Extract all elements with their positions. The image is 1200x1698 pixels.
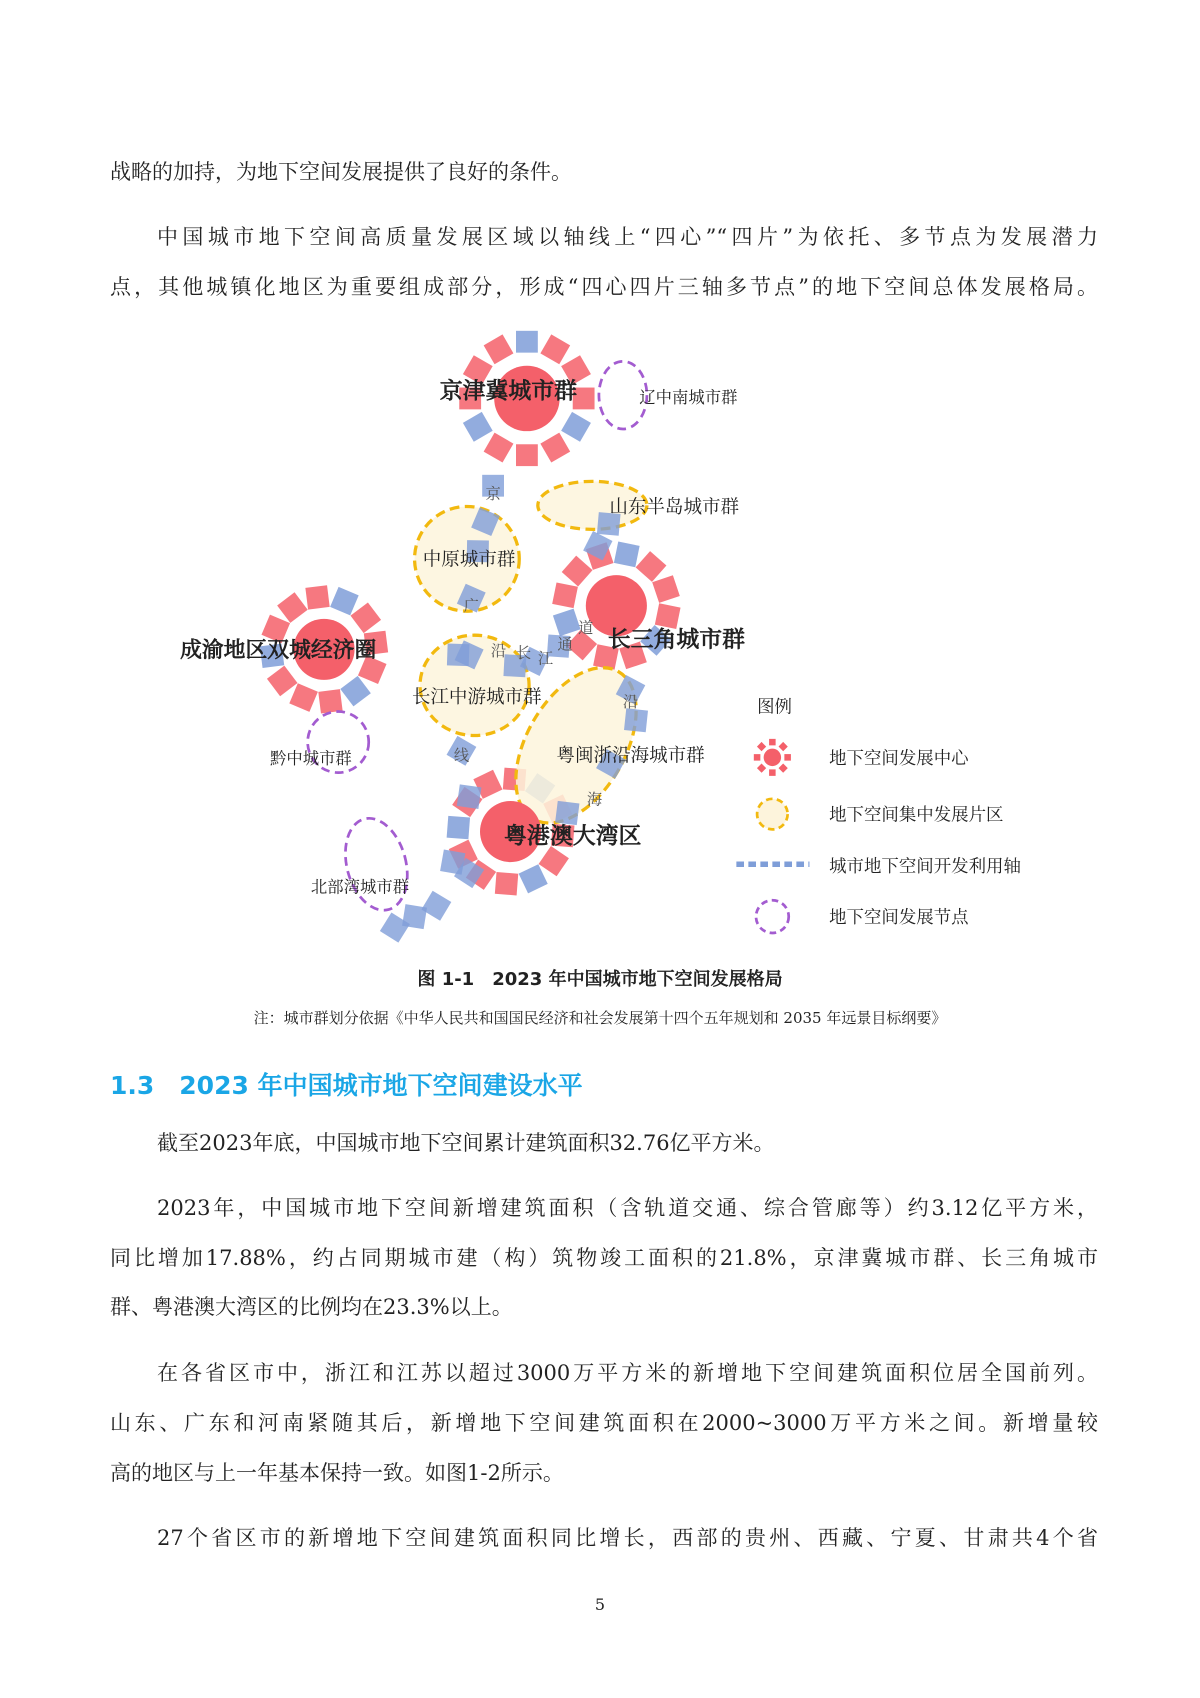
node-beibuwan xyxy=(336,811,417,917)
axis-square xyxy=(421,891,451,921)
ring-square xyxy=(540,433,570,463)
paragraph-line: 高的地区与上一年基本保持一致。如图1-2所示。 xyxy=(110,1461,564,1485)
ring-square xyxy=(318,689,342,713)
paragraph-line: 截至2023年底，中国城市地下空间累计建筑面积32.76亿平方米。 xyxy=(157,1131,775,1155)
label-yuemin: 粤闽浙沿海城市群 xyxy=(556,745,705,767)
axis-char: 沿 xyxy=(490,641,507,660)
ring-square xyxy=(516,331,538,353)
ring-square xyxy=(267,666,298,697)
legend-title: 图例 xyxy=(757,697,792,718)
legend-label: 地下空间集中发展片区 xyxy=(829,805,1004,826)
figure-caption: 图 1-1 2023 年中国城市地下空间发展格局 xyxy=(417,969,783,990)
paragraph-line: 群、粤港澳大湾区的比例均在23.3%以上。 xyxy=(110,1295,513,1319)
paragraph-line: 2023年，中国城市地下空间新增建筑面积（含轨道交通、综合管廊等）约3.12亿平方米， xyxy=(157,1196,1098,1220)
axis-char: 江 xyxy=(537,649,554,668)
legend-center-icon xyxy=(754,739,791,776)
paragraph-line: 在各省区市中，浙江和江苏以超过3000万平方米的新增地下空间建筑面积位居全国前列。 xyxy=(157,1361,1098,1385)
axis-char: 沿 xyxy=(622,693,639,712)
paragraph-line: 点，其他城镇化地区为重要组成部分，形成“四心四片三轴多节点”的地下空间总体发展格局。 xyxy=(110,275,1098,299)
legend-label: 地下空间发展节点 xyxy=(829,908,969,929)
axis-square xyxy=(555,801,579,825)
ring-square xyxy=(484,334,514,364)
label-shandong: 山东半岛城市群 xyxy=(609,497,740,518)
ring-square xyxy=(340,676,371,707)
legend-ring-square xyxy=(784,754,791,761)
ring-square xyxy=(519,864,548,893)
ring-square xyxy=(561,412,591,442)
ring-square xyxy=(350,603,381,634)
legend-node-icon xyxy=(756,900,789,933)
legend-ring-square xyxy=(757,764,766,773)
ring-square xyxy=(552,582,578,608)
ring-square xyxy=(447,816,470,839)
legend-ring-square xyxy=(779,742,788,751)
legend-ring-square xyxy=(769,769,776,776)
ring-square xyxy=(277,592,308,623)
ring-square xyxy=(614,542,640,568)
label-zhongyuan: 中原城市群 xyxy=(422,549,516,571)
legend-ring-square xyxy=(779,764,788,773)
ring-square xyxy=(636,551,667,582)
axis-square xyxy=(457,784,482,809)
legend-ring-square xyxy=(769,739,776,746)
ring-square xyxy=(516,444,538,466)
label-beibuwan: 北部湾城市群 xyxy=(310,877,410,897)
legend xyxy=(736,698,1021,933)
legend-area-icon xyxy=(757,799,788,830)
ring-square xyxy=(463,412,493,442)
ring-square xyxy=(562,556,593,587)
axis-char: 线 xyxy=(453,746,470,765)
label-liaozhongnan: 辽中南城市群 xyxy=(639,387,738,407)
ring-square xyxy=(540,334,570,364)
label-changsanjiao: 长三角城市群 xyxy=(607,627,746,654)
label-yuegangao: 粤港澳大湾区 xyxy=(504,823,642,850)
label-jingjinji: 京津冀城市群 xyxy=(439,378,578,405)
legend-ring-square xyxy=(757,742,766,751)
paragraph-line: 山东、广东和河南紧随其后，新增地下空间建筑面积在2000~3000万平方米之间。新增量较 xyxy=(110,1411,1098,1435)
ring-square xyxy=(305,585,329,609)
ring-square xyxy=(495,872,518,895)
ring-square xyxy=(289,683,318,712)
axis-char: 京 xyxy=(485,484,501,503)
paragraph-line: 27个省区市的新增地下空间建筑面积同比增长，西部的贵州、西藏、宁夏、甘肃共4个省 xyxy=(157,1526,1098,1550)
figure-note: 注：城市群划分依据《中华人民共和国国民经济和社会发展第十四个五年规划和 2035 年远景目标纲要》 xyxy=(253,1009,947,1027)
ring-square xyxy=(330,587,359,616)
label-changjiang: 长江中游城市群 xyxy=(411,686,542,708)
label-chengyu: 成渝地区双城经济圈 xyxy=(180,638,377,663)
ring-square xyxy=(655,603,681,629)
label-qianzhong: 黔中城市群 xyxy=(270,748,352,768)
axis-char: 海 xyxy=(586,790,603,809)
section-heading: 1.3 2023 年中国城市地下空间建设水平 xyxy=(110,1071,583,1100)
paragraph-line: 战略的加持，为地下空间发展提供了良好的条件。 xyxy=(110,160,572,184)
legend-label: 城市地下空间开发利用轴 xyxy=(829,856,1021,877)
ring-square xyxy=(484,433,514,463)
ring-square xyxy=(539,846,569,876)
paragraph-line: 同比增加17.88%，约占同期城市建（构）筑物竣工面积的21.8%，京津冀城市群、长三角城市 xyxy=(110,1246,1098,1270)
ring-square xyxy=(553,609,581,637)
axis-char: 通 xyxy=(557,635,573,654)
ring-square xyxy=(652,575,680,603)
page-number: 5 xyxy=(594,1595,606,1614)
paragraph-line: 中国城市地下空间高质量发展区域以轴线上“四心”“四片”为依托、多节点为发展潜力 xyxy=(157,225,1098,249)
axis-char: 长 xyxy=(515,644,532,663)
legend-label: 地下空间发展中心 xyxy=(829,748,969,769)
legend-ring-square xyxy=(754,754,761,761)
axis-square xyxy=(624,708,648,732)
axis-char: 道 xyxy=(578,619,594,637)
axis-char: 广 xyxy=(463,597,479,616)
